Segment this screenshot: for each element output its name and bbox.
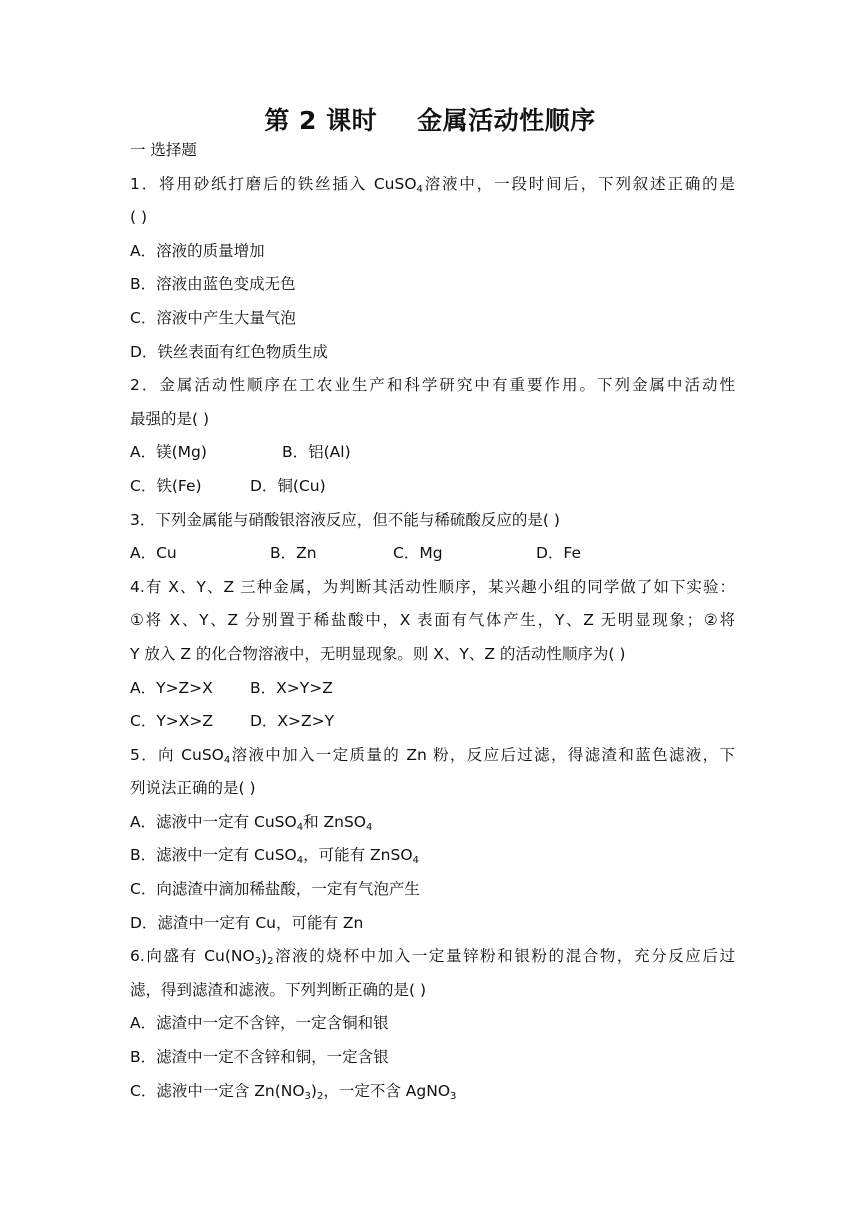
question-2-options-cd [130, 470, 735, 504]
lesson-topic: 金属活动性顺序 [417, 106, 596, 135]
question-1-option-b: B．溶液由蓝色变成无色 [130, 275, 296, 294]
question-6-option-a: A．滤渣中一定不含锌，一定含铜和银 [130, 1014, 389, 1033]
question-1-option-c: C．溶液中产生大量气泡 [130, 308, 296, 327]
question-2-option-d: D．铜(Cu) [250, 476, 326, 495]
question-6-option-c: C．滤液中一定含 $Zn(NO_3)_2$，一定不含 AgNO$_3$ [130, 1081, 457, 1102]
question-2-options-ab [130, 436, 735, 470]
question-4-option-d: D．X>Z>Y [250, 712, 335, 731]
question-3-option-b: B．Zn [270, 544, 317, 563]
question-4-option-c: C．Y>X>Z [130, 712, 214, 731]
question-4-stem-line-1: 4.有 X、Y、Z 三种金属，为判断其活动性顺序，某兴趣小组的同学做了如下实验： [130, 577, 735, 596]
question-6-stem-line-1: 6.向盛有 $Cu(NO_3)_2$溶液的烧杯中加入一定量锌粉和银粉的混合物，充分反应后过 [130, 947, 735, 968]
question-list [130, 134, 735, 1108]
question-1-option-d: D．铁丝表面有红色物质生成 [130, 342, 328, 361]
question-3-option-a: A．Cu [130, 544, 177, 563]
question-3-options [130, 537, 735, 571]
question-2-stem-line-1: 2．金属活动性顺序在工农业生产和科学研究中有重要作用。下列金属中活动性 [130, 376, 735, 395]
question-3-option-c: C．Mg [393, 544, 443, 563]
question-1-blank: ( ) [130, 208, 148, 227]
question-4-options-cd [130, 705, 735, 739]
question-3-option-d: D．Fe [536, 544, 582, 563]
question-5-option-a: A．滤液中一定有 CuSO$_4$和 ZnSO$_4$ [130, 812, 373, 833]
question-4-option-a: A．Y>Z>X [130, 678, 213, 697]
question-4-options-ab [130, 672, 735, 706]
question-6-stem-line-2: 滤，得到滤渣和滤液。下列判断正确的是( ) [130, 980, 427, 999]
question-2-option-c: C．铁(Fe) [130, 476, 202, 495]
question-2-stem-line-2: 最强的是( ) [130, 409, 210, 428]
question-5-option-b: B．滤液中一定有 CuSO$_4$，可能有 ZnSO$_4$ [130, 846, 419, 867]
question-4-stem-line-3: Y 放入 Z 的化合物溶液中，无明显现象。则 X、Y、Z 的活动性顺序为( ) [130, 644, 626, 663]
section-heading: 一 选择题 [130, 141, 197, 159]
question-4-stem-line-2: ①将 X、Y、Z 分别置于稀盐酸中，X 表面有气体产生，Y、Z 无明显现象；②将 [130, 611, 735, 630]
question-1-option-a: A．溶液的质量增加 [130, 241, 265, 260]
question-1-stem: 1．将用砂纸打磨后的铁丝插入 CuSO$_4$溶液中，一段时间后，下列叙述正确的是 [130, 174, 735, 195]
question-5-stem-line-1: 5．向 CuSO$_4$溶液中加入一定质量的 Zn 粉，反应后过滤，得滤渣和蓝色滤液，下 [130, 745, 735, 766]
question-2-option-a: A．镁(Mg) [130, 443, 207, 462]
question-5-option-c: C．向滤渣中滴加稀盐酸，一定有气泡产生 [130, 880, 420, 899]
lesson-number: 第 2 课时 [264, 106, 378, 135]
question-4-option-b: B．X>Y>Z [250, 678, 333, 697]
question-5-option-d: D．滤渣中一定有 Cu，可能有 Zn [130, 913, 364, 932]
question-6-option-b: B．滤渣中一定不含锌和铜，一定含银 [130, 1048, 389, 1067]
question-2-option-b: B．铝(Al) [282, 443, 351, 462]
question-5-stem-line-2: 列说法正确的是( ) [130, 779, 256, 798]
question-3-stem: 3．下列金属能与硝酸银溶液反应，但不能与稀硫酸反应的是( ) [130, 510, 560, 529]
